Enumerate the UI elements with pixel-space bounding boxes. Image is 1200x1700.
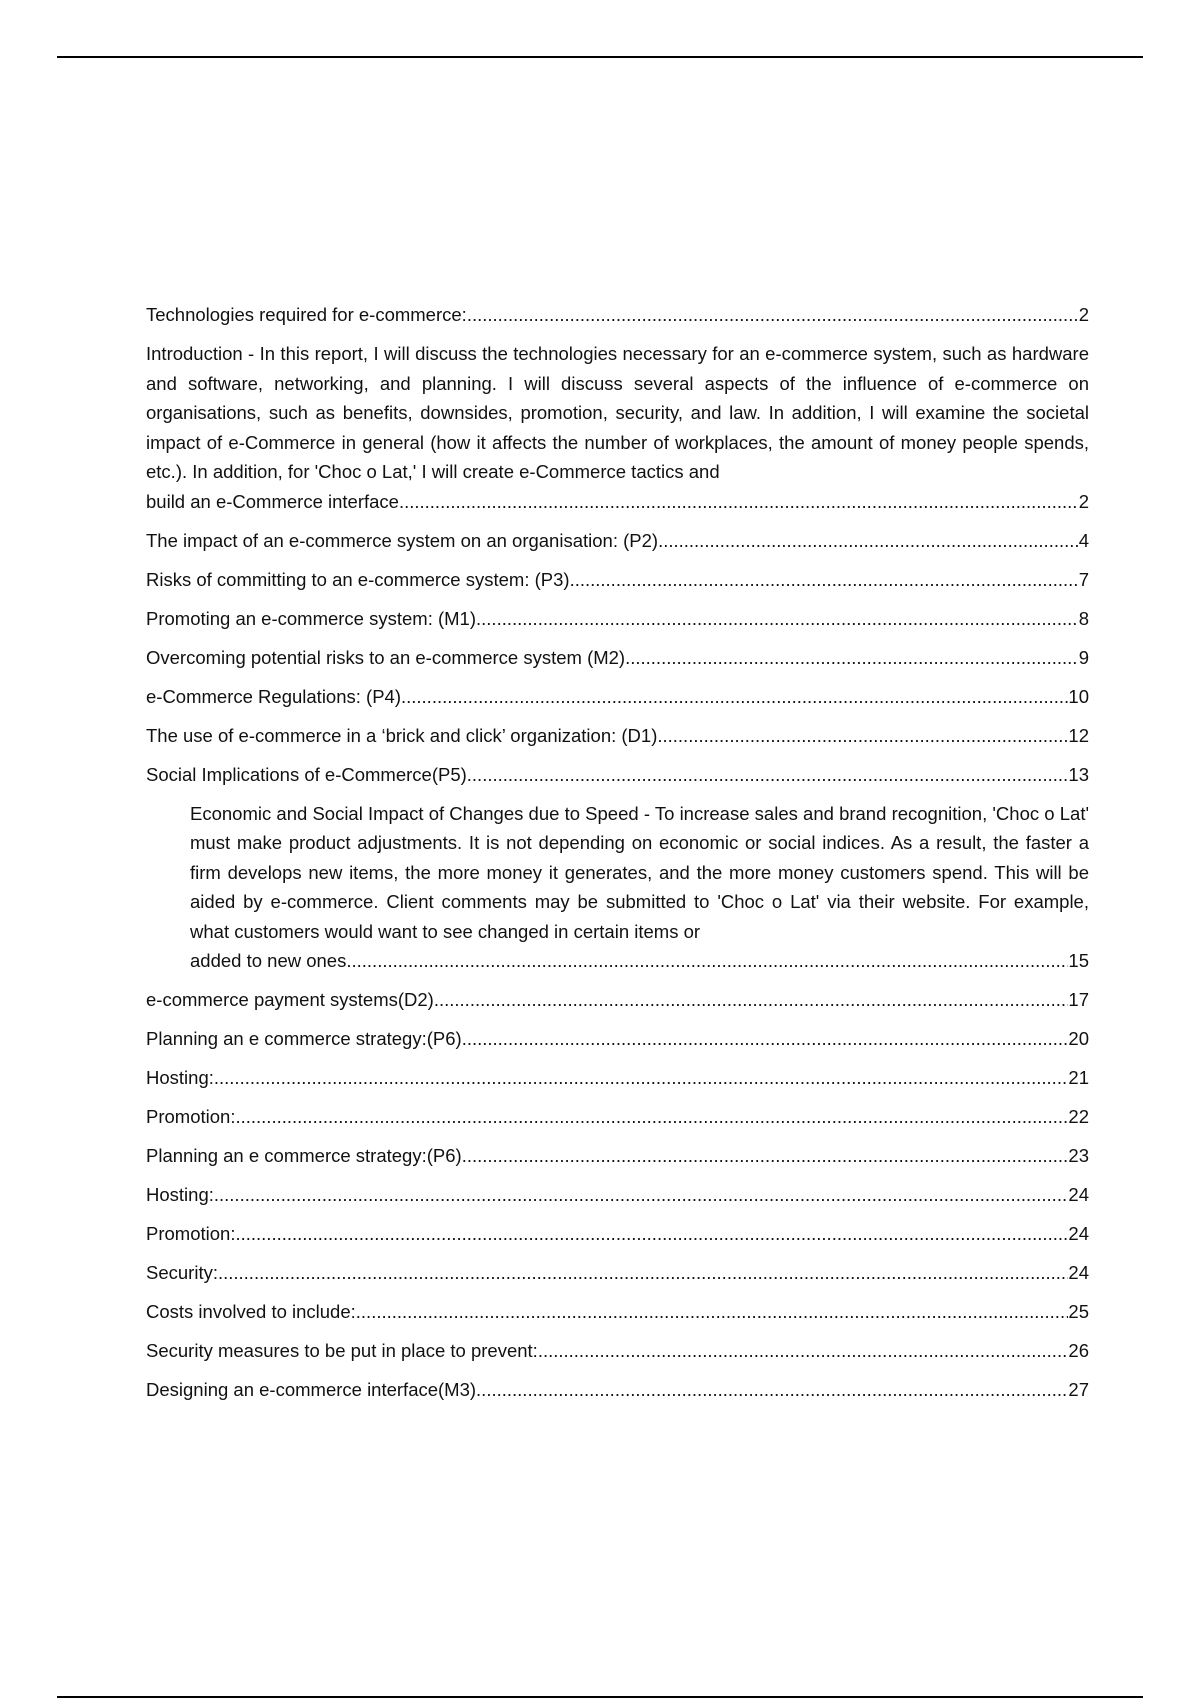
toc-entry-title: Technologies required for e-commerce: bbox=[146, 304, 467, 325]
toc-entry[interactable] bbox=[146, 985, 1089, 1015]
toc-entry-title: Costs involved to include: bbox=[146, 1301, 356, 1322]
toc-entry-body: Economic and Social Impact of Changes due to Speed - To increase sales and brand recognition, 'Choc o Lat' must make product adjustments. It is not depending on economic or social indices. As a result, the faster a firm develops new items, the more money it generates, and the more money customers spend. This will be aided by e-commerce. Client comments may be submitted to 'Choc o Lat' via their website. For example, what customers would want to see changed in certain items or bbox=[190, 802, 1089, 942]
toc-entry-page: 21 bbox=[1068, 1067, 1089, 1088]
toc-entry-title: The use of e-commerce in a ‘brick and click’ organization: (D1) bbox=[146, 724, 658, 746]
table-of-contents bbox=[146, 300, 1089, 1414]
toc-entry-last-line: build an e-Commerce interface bbox=[146, 490, 399, 512]
dot-leader bbox=[476, 1375, 1068, 1405]
dot-leader bbox=[356, 1297, 1069, 1327]
toc-entry[interactable] bbox=[146, 682, 1089, 712]
toc-entry[interactable] bbox=[146, 1297, 1089, 1327]
dot-leader bbox=[467, 760, 1069, 790]
toc-entry-title: Designing an e-commerce interface(M3) bbox=[146, 1379, 477, 1400]
toc-entry-title: Planning an e commerce strategy:(P6) bbox=[146, 1028, 462, 1049]
dot-leader bbox=[401, 682, 1068, 712]
toc-entry[interactable] bbox=[146, 643, 1089, 673]
toc-entry[interactable] bbox=[146, 1024, 1089, 1054]
dot-leader bbox=[625, 643, 1079, 673]
toc-entry-body: Introduction - In this report, I will discuss the technologies necessary for an e-commerce system, such as hardware and software, networking, and planning. I will discuss several aspects of the influence of e-commerce on organisations, such as benefits, downsides, promotion, security, and law. In addition, I will examine the societal impact of e-Commerce in general (how it affects the number of workplaces, the amount of money people spends, etc.). In addition, for 'Choc o Lat,' I will create e-Commerce tactics and bbox=[146, 343, 1089, 482]
toc-entry-page: 24 bbox=[1068, 1223, 1089, 1244]
dot-leader bbox=[657, 721, 1068, 751]
toc-entry-title: e-commerce payment systems(D2) bbox=[146, 989, 434, 1010]
dot-leader bbox=[476, 604, 1079, 634]
toc-entry-page: 12 bbox=[1068, 724, 1089, 746]
toc-entry-page: 25 bbox=[1068, 1301, 1089, 1322]
toc-entry-page: 17 bbox=[1068, 989, 1089, 1010]
dot-leader bbox=[538, 1336, 1069, 1366]
toc-entry-page: 26 bbox=[1068, 1340, 1089, 1361]
toc-entry-title: Promotion: bbox=[146, 1223, 236, 1244]
toc-entry-title: Overcoming potential risks to an e-commerce system (M2) bbox=[146, 646, 626, 668]
footer-rule bbox=[57, 1696, 1143, 1698]
dot-leader bbox=[235, 1102, 1068, 1132]
dot-leader bbox=[467, 300, 1079, 330]
toc-entry[interactable] bbox=[146, 760, 1089, 790]
toc-entry-page: 27 bbox=[1068, 1379, 1089, 1400]
toc-subentry[interactable] bbox=[190, 799, 1089, 976]
toc-entry-page: 23 bbox=[1068, 1145, 1089, 1166]
toc-entry[interactable] bbox=[146, 339, 1089, 516]
toc-entry-title: e-Commerce Regulations: (P4) bbox=[146, 685, 401, 707]
toc-entry-page: 10 bbox=[1068, 685, 1089, 707]
toc-entry-page: 20 bbox=[1068, 1028, 1089, 1049]
toc-entry[interactable] bbox=[146, 526, 1089, 556]
toc-entry[interactable] bbox=[146, 721, 1089, 751]
dot-leader bbox=[658, 526, 1079, 556]
dot-leader bbox=[462, 1024, 1069, 1054]
toc-entry-title: Security: bbox=[146, 1262, 218, 1283]
toc-entry[interactable] bbox=[146, 604, 1089, 634]
toc-entry-page: 7 bbox=[1078, 568, 1089, 590]
toc-entry[interactable] bbox=[146, 1063, 1089, 1093]
dot-leader bbox=[462, 1141, 1069, 1171]
toc-entry-page: 9 bbox=[1078, 646, 1089, 668]
dot-leader bbox=[235, 1219, 1068, 1249]
toc-entry-title: Promotion: bbox=[146, 1106, 236, 1127]
toc-entry[interactable] bbox=[146, 565, 1089, 595]
toc-entry-title: Promoting an e-commerce system: (M1) bbox=[146, 607, 477, 629]
toc-entry-title: The impact of an e-commerce system on an organisation: (P2) bbox=[146, 529, 659, 551]
dot-leader bbox=[434, 985, 1069, 1015]
toc-entry[interactable] bbox=[146, 1102, 1089, 1132]
toc-entry-page: 8 bbox=[1078, 607, 1089, 629]
dot-leader bbox=[352, 946, 1069, 976]
dot-leader bbox=[570, 565, 1079, 595]
toc-entry-page: 2 bbox=[1078, 304, 1089, 325]
dot-leader bbox=[218, 1258, 1068, 1288]
dot-leader bbox=[214, 1180, 1069, 1210]
toc-entry[interactable] bbox=[146, 1141, 1089, 1171]
dot-leader bbox=[399, 487, 1079, 517]
toc-entry[interactable] bbox=[146, 1219, 1089, 1249]
toc-entry[interactable] bbox=[146, 1336, 1089, 1366]
toc-entry-title: Planning an e commerce strategy:(P6) bbox=[146, 1145, 462, 1166]
toc-entry[interactable] bbox=[146, 1258, 1089, 1288]
toc-entry-page: 2 bbox=[1078, 490, 1089, 512]
toc-entry[interactable] bbox=[146, 300, 1089, 330]
toc-entry-page: 13 bbox=[1068, 763, 1089, 785]
toc-entry-title: Social Implications of e-Commerce(P5) bbox=[146, 763, 467, 785]
toc-entry-page: 24 bbox=[1068, 1262, 1089, 1283]
toc-entry-title: Risks of committing to an e-commerce system: (P3) bbox=[146, 568, 570, 590]
toc-entry-last-line: added to new ones. bbox=[190, 950, 352, 971]
toc-entry-page: 4 bbox=[1078, 529, 1089, 551]
toc-entry-title: Hosting: bbox=[146, 1184, 214, 1205]
toc-entry[interactable] bbox=[146, 1375, 1089, 1405]
toc-entry-title: Hosting: bbox=[146, 1067, 214, 1088]
toc-entry-page: 24 bbox=[1068, 1184, 1089, 1205]
toc-entry-page: 22 bbox=[1068, 1106, 1089, 1127]
toc-entry[interactable] bbox=[146, 1180, 1089, 1210]
toc-entry-page: 15 bbox=[1068, 950, 1089, 971]
header-rule bbox=[57, 56, 1143, 58]
toc-entry-title: Security measures to be put in place to prevent: bbox=[146, 1340, 538, 1361]
dot-leader bbox=[214, 1063, 1069, 1093]
